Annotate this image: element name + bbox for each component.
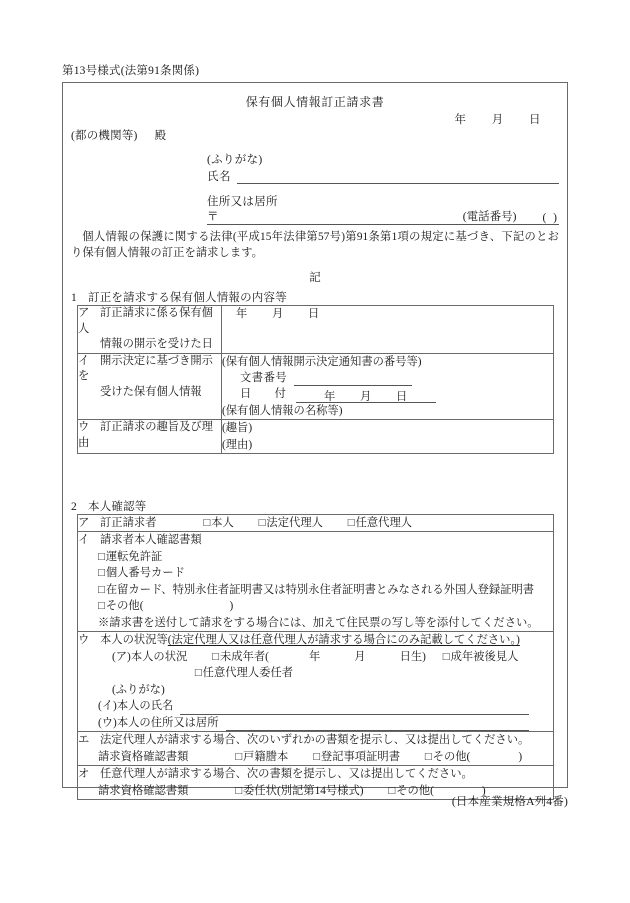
checkbox-registry-certificate[interactable]: □ 登記事項証明書 [313,749,400,765]
document-number-row[interactable] [222,370,553,386]
postal-mark-icon: 〒 [207,211,219,223]
row-marker: ア [78,517,90,529]
submission-date-line [454,111,545,127]
date-day-label: 日 [529,114,541,126]
table-row [78,306,554,354]
legal-body: 個人情報の保護に関する法律(平成15年法律第57号)第91条第1項の規定に基づき、下記のとおり保有個人情報の訂正を請求します。 [71,231,559,260]
checkbox-voluntary-representative[interactable]: □ 任意代理人 [348,515,412,531]
section-1-title: 訂正を請求する保有個人情報の内容等 [88,292,287,304]
principal-address-row[interactable] [78,715,553,731]
notice-date-label: 日 付 [240,388,292,401]
table-row [78,353,554,420]
section-2-table [77,514,554,800]
table-row [78,515,554,532]
row-u-label-cell [78,420,222,454]
notice-date-row[interactable] [222,386,553,402]
row-marker: イ [78,534,90,547]
purpose-label: (趣旨) [222,422,253,435]
form-outer-frame [62,82,568,797]
row-i-label-line2: 受けた保有個人情報 [100,385,202,398]
table-row [78,420,554,454]
checkbox-family-register[interactable]: □ 戸籍謄本 [235,749,288,765]
day-label: 日 [308,308,320,320]
checkbox-self[interactable]: □ 本人 [203,515,233,531]
sub-i-marker: (イ) [98,700,117,713]
row-i-cell[interactable] [78,532,554,632]
notice-date-input[interactable] [296,389,436,403]
other-close-paren: ) [481,784,486,797]
table-row [78,732,554,766]
form-number: 第13号様式(法第91条関係) [62,65,200,77]
legal-rep-docs-row[interactable] [78,749,553,765]
identity-doc-option-3[interactable] [78,582,553,598]
section-1-heading [71,289,287,305]
sub-i-label: 本人の氏名 [116,700,174,713]
row-u-cell[interactable] [78,632,554,732]
row-marker: ウ [78,634,90,647]
document-number-label: 文書番号 [240,372,288,385]
sub-a-marker: (ア) [112,650,131,663]
ki-marker: 記 [309,272,321,284]
minor-birth-year-label: 年 [308,650,321,663]
other-close-paren: ) [518,750,523,763]
sub-u-marker: (ウ) [98,716,117,729]
checkbox-residence-card[interactable]: □ 在留カード、特別永住者証明書又は特別永住者証明書とみなされる外国人登録証明書 [98,582,534,598]
section-1-table [77,305,554,454]
table-row [78,532,554,632]
identity-docs-header [78,532,553,548]
applicant-address-label: 住所又は居所 [207,196,278,208]
year-label: 年 [236,308,248,320]
row-a-label-line2: 情報の開示を受けた日 [100,338,213,351]
checkbox-other[interactable]: □ その他( [388,783,433,799]
principal-status-label: 本人の状況等 [100,634,168,647]
identity-doc-option-1[interactable] [78,549,553,565]
checkbox-other[interactable]: □ その他( [98,598,143,614]
document-number-input[interactable] [294,373,412,386]
voluntary-rep-docs-label: 請求資格確認書類 [98,784,189,797]
day-label: 日 [396,390,408,403]
row-u-label-line1: 訂正請求の趣旨及び理由 [78,421,213,449]
checkbox-drivers-license[interactable]: □ 運転免許証 [98,549,162,565]
voluntary-agent-row[interactable] [78,665,553,681]
row-a-value-cell[interactable] [222,306,554,354]
row-marker: イ [78,354,90,367]
sub-u-label: 本人の住所又は居所 [116,716,219,729]
month-label: 月 [272,308,284,320]
section-2-title: 本人確認等 [88,501,147,513]
row-a-cell[interactable] [78,515,554,532]
applicant-address-row[interactable] [207,210,559,225]
row-a-label-cell [78,306,222,354]
applicant-name-label: 氏名 [207,171,231,183]
addressee-organization: (都の機関等) [71,130,138,142]
row-marker: ア [78,307,90,319]
checkbox-legal-representative[interactable]: □ 法定代理人 [259,515,323,531]
applicant-name-row [207,168,559,184]
identity-doc-option-2[interactable] [78,565,553,581]
principal-status-row[interactable] [78,649,553,665]
row-i-value-cell[interactable] [222,353,554,420]
checkbox-minor[interactable]: □ 未成年者( [212,649,269,665]
phone-input[interactable]: ( ) [542,212,559,224]
row-marker: ウ [78,421,90,434]
row-marker: エ [78,734,90,747]
checkbox-power-of-attorney[interactable]: □ 委任状(別記第14号様式) [235,783,363,799]
date-year-label: 年 [454,114,467,126]
row-u-value-cell[interactable] [222,420,554,454]
minor-birth-day-label: 日生) [399,650,426,663]
addressee-honorific: 殿 [154,130,167,142]
requester-type-row[interactable] [78,515,553,531]
principal-address-input[interactable] [226,718,529,731]
sub-a-label: 本人の状況 [130,650,188,663]
checkbox-voluntary-agent-delegator[interactable]: □ 任意代理人委任者 [195,665,293,681]
legal-statement [71,229,559,261]
row-marker: オ [78,768,90,781]
disclosure-date-fields[interactable] [222,306,553,322]
legal-rep-instruction-row [78,732,553,748]
identity-docs-label: 請求者本人確認書類 [100,534,202,547]
principal-name-input[interactable] [180,702,529,715]
legal-rep-instruction: 法定代理人が請求する場合、次のいずれかの書類を提示し、又は提出してください。 [100,734,530,747]
checkbox-adult-ward[interactable]: □ 成年被後見人 [443,649,519,665]
date-month-label: 月 [491,114,504,126]
row-a-label-line1: 訂正請求に係る保有個人 [78,307,213,335]
principal-name-row[interactable] [78,698,553,714]
row-i-label-cell [78,353,222,420]
principal-furigana-label: (ふりがな) [112,683,165,696]
identity-docs-note: ※請求書を送付して請求をする場合には、加えて住民票の写し等を添付してください。 [98,616,539,629]
paper-size-note: (日本産業規格A列4番) [451,796,568,808]
row-i-label-line1: 開示決定に基づき開示を [78,354,213,383]
information-name-header: (保有個人情報の名称等) [222,404,343,417]
checkbox-individual-number-card[interactable]: □ 個人番号カード [98,565,185,581]
row-e-cell[interactable] [78,732,554,766]
notice-number-header: (保有個人情報開示決定通知書の番号等) [222,355,422,368]
addressee [71,127,166,143]
table-row [78,632,554,732]
checkbox-other[interactable]: □ その他( [425,749,470,765]
principal-status-header [78,632,553,648]
month-label: 月 [360,390,372,403]
applicant-name-input[interactable] [237,171,559,184]
legal-rep-docs-label: 請求資格確認書類 [98,750,189,763]
minor-birth-month-label: 月 [354,650,366,663]
applicant-block [207,151,559,225]
page-title: 保有個人情報訂正請求書 [245,95,385,109]
voluntary-rep-instruction: 任意代理人が請求する場合、次の書類を提示し、又は提出してください。 [100,768,473,781]
section-2-heading [71,498,147,514]
requester-type-label: 訂正請求者 [100,517,157,529]
phone-label: (電話番号) [462,211,517,223]
other-close-paren: ) [229,600,234,613]
voluntary-rep-instruction-row [78,766,553,782]
furigana-label: (ふりがな) [207,154,263,166]
principal-status-note: (法定代理人又は任意代理人が請求する場合にのみ記載してください。) [167,634,520,647]
section-1-number: 1 [71,292,77,304]
reason-label: (理由) [222,438,253,451]
year-label: 年 [324,390,336,403]
section-2-number: 2 [71,501,77,513]
identity-doc-option-other[interactable] [78,598,553,614]
